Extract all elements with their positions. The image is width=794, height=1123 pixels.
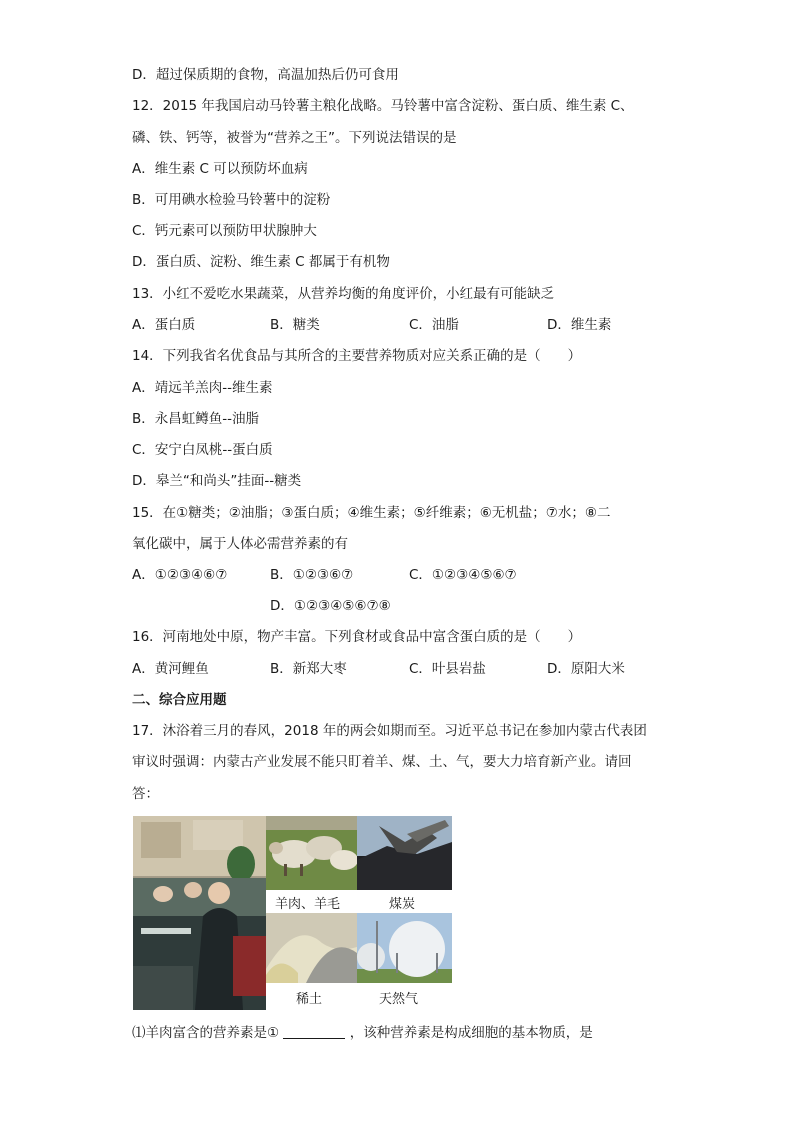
q17-stem-line1: 17．沐浴着三月的春风，2018 年的两会如期而至。习近平总书记在参加内蒙古代表团	[132, 723, 647, 739]
q16-option-a: A．黄河鲤鱼	[132, 661, 209, 677]
q12-stem-line1: 12．2015 年我国启动马铃薯主粮化战略。马铃薯中富含淀粉、蛋白质、维生素 C、	[132, 98, 634, 114]
sheep-photo	[266, 816, 357, 890]
coal-photo	[357, 816, 452, 890]
q14-option-b: B．永昌虹鳟鱼--油脂	[132, 411, 260, 427]
q15-option-d: D．①②③④⑤⑥⑦⑧	[270, 598, 391, 614]
caption-rare-earth: 稀土	[296, 992, 323, 1007]
answer-blank[interactable]	[283, 1024, 345, 1039]
q12-option-c: C．钙元素可以预防甲状腺肿大	[132, 223, 317, 239]
caption-natural-gas: 天然气	[379, 992, 419, 1007]
q17-sub1	[132, 1023, 593, 1043]
q12-stem-line2: 磷、铁、钙等，被誉为“营养之王”。下列说法错误的是	[132, 130, 457, 146]
q17-stem-line3: 答：	[132, 786, 159, 802]
q13-option-c: C．油脂	[409, 317, 459, 333]
q16-option-c: C．叶县岩盐	[409, 661, 486, 677]
q16-option-b: B．新郑大枣	[270, 661, 347, 677]
q12-option-a: A．维生素 C 可以预防坏血病	[132, 161, 308, 177]
q17-sub1-prefix: ⑴羊肉富含的营养素是①	[132, 1025, 280, 1041]
q11-option-d: D．超过保质期的食物，高温加热后仍可食用	[132, 67, 399, 83]
q17-stem-line2: 审议时强调：内蒙古产业发展不能只盯着羊、煤、土、气，要大力培育新产业。请回	[132, 754, 632, 770]
caption-mutton-wool: 羊肉、羊毛	[275, 897, 341, 912]
q14-option-a: A．靖远羊羔肉--维生素	[132, 380, 273, 396]
q13-option-b: B．糖类	[270, 317, 320, 333]
q15-option-b: B．①②③⑥⑦	[270, 567, 354, 583]
q15-stem-line1: 15．在①糖类；②油脂；③蛋白质；④维生素；⑤纤维素；⑥无机盐；⑦水；⑧二	[132, 505, 611, 521]
q14-option-d: D．皋兰“和尚头”挂面--糖类	[132, 473, 302, 489]
q15-option-a: A．①②③④⑥⑦	[132, 567, 228, 583]
caption-coal: 煤炭	[389, 897, 416, 912]
q16-stem: 16．河南地处中原，物产丰富。下列食材或食品中富含蛋白质的是（ ）	[132, 629, 582, 645]
q12-option-b: B．可用碘水检验马铃薯中的淀粉	[132, 192, 331, 208]
rare-earth-photo	[266, 913, 357, 983]
meeting-photo	[133, 816, 266, 1010]
q17-figure	[133, 816, 452, 1010]
q13-option-a: A．蛋白质	[132, 317, 196, 333]
q13-option-d: D．维生素	[547, 317, 612, 333]
q13-stem: 13．小红不爱吃水果蔬菜，从营养均衡的角度评价，小红最有可能缺乏	[132, 286, 555, 302]
q15-stem-line2: 氧化碳中，属于人体必需营养素的有	[132, 536, 348, 552]
q14-option-c: C．安宁白凤桃--蛋白质	[132, 442, 273, 458]
q16-option-d: D．原阳大米	[547, 661, 625, 677]
q17-sub1-suffix: ，该种营养素是构成细胞的基本物质，是	[349, 1025, 593, 1041]
q15-option-c: C．①②③④⑤⑥⑦	[409, 567, 517, 583]
q14-stem: 14．下列我省名优食品与其所含的主要营养物质对应关系正确的是（ ）	[132, 348, 582, 364]
section-title: 二、综合应用题	[132, 692, 227, 708]
natural-gas-photo	[357, 913, 452, 983]
q12-option-d: D．蛋白质、淀粉、维生素 C 都属于有机物	[132, 254, 390, 270]
